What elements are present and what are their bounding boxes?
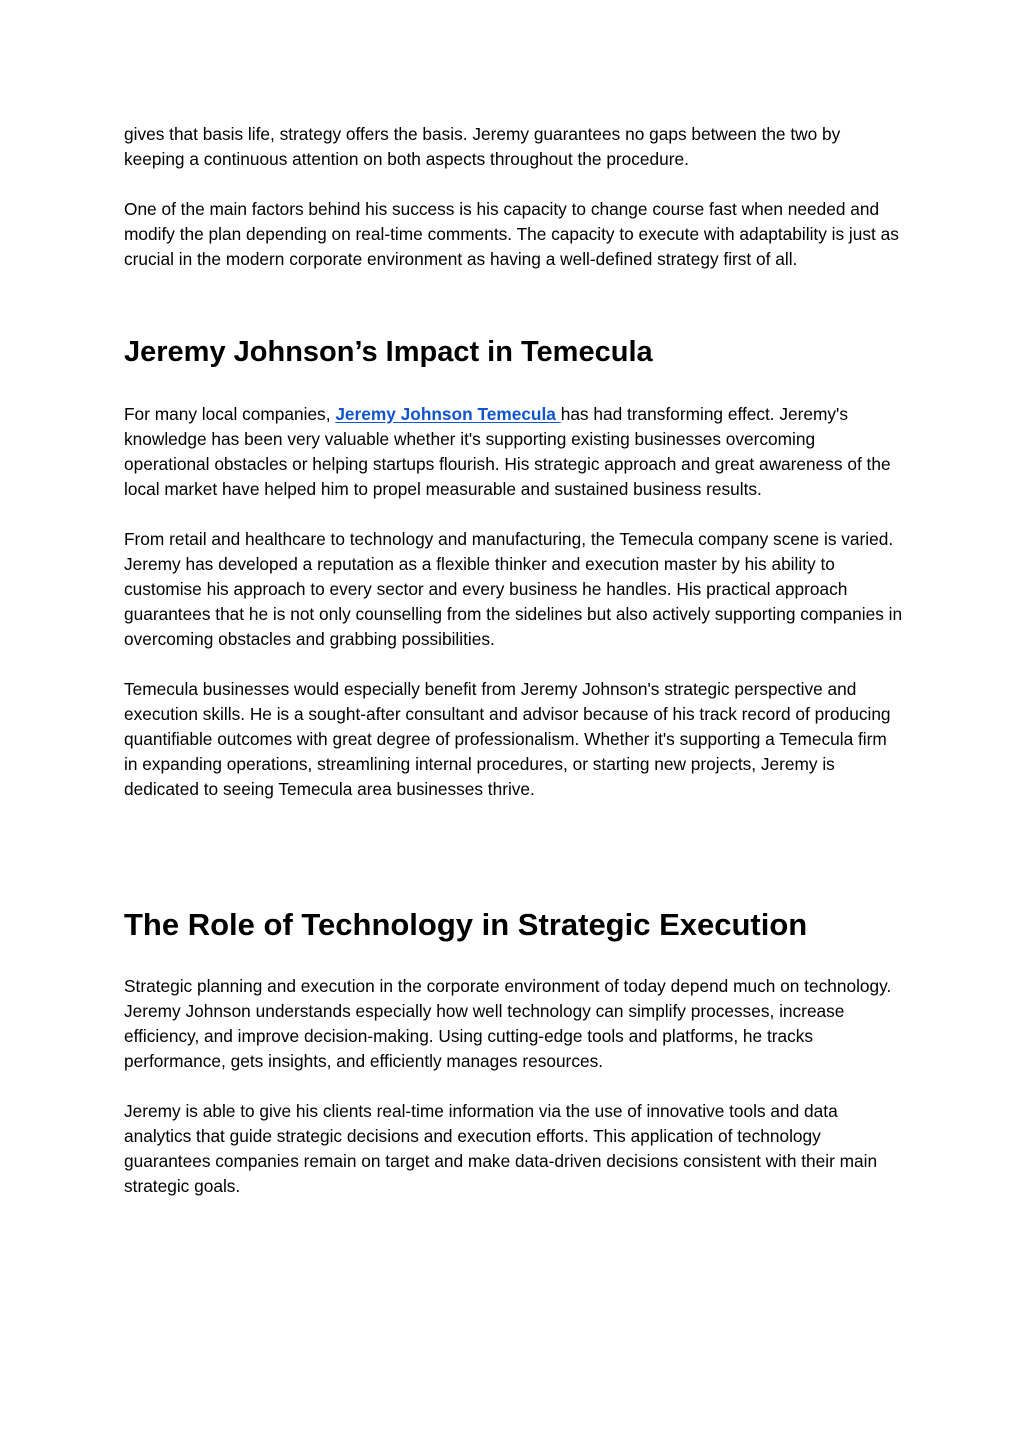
technology-paragraph-2: Jeremy is able to give his clients real-time information via the use of innovative tools and data analytics that guide strategic decisions and execution efforts. This application of technology guarantees companies remain on target and make data-driven decisions consistent with their main strategic goals. — [124, 1101, 878, 1196]
technology-section-heading: The Role of Technology in Strategic Execution — [124, 907, 808, 942]
impact-paragraph-1-rest: has had transforming effect. Jeremy's knowledge has been very valuable whether it's supporting existing businesses overcoming operational obstacles or helping startups flourish. His strategic approach and great awareness of the local market have helped him to propel measurable and sustained business results. — [124, 404, 891, 499]
jeremy-johnson-temecula-link[interactable]: Jeremy Johnson Temecula — [335, 404, 561, 424]
document-body — [124, 122, 904, 1199]
intro-paragraph-1: gives that basis life, strategy offers the basis. Jeremy guarantees no gaps between the two by keeping a continuous attention on both aspects throughout the procedure. — [124, 124, 841, 169]
impact-paragraph-1 — [124, 402, 904, 502]
impact-paragraph-1-lead: For many local companies, — [124, 404, 336, 424]
impact-paragraph-3: Temecula businesses would especially benefit from Jeremy Johnson's strategic perspective and execution skills. He is a sought-after consultant and advisor because of his track record of producing quantifiable outcomes with great degree of professionalism. Whether it's supporting a Temecula firm in expanding operations, streamlining internal procedures, or starting new projects, Jeremy is dedicated to seeing Temecula area businesses thrive. — [124, 679, 891, 799]
impact-section-heading: Jeremy Johnson’s Impact in Temecula — [124, 336, 653, 368]
impact-paragraph-2: From retail and healthcare to technology and manufacturing, the Temecula company scene is varied. Jeremy has developed a reputation as a flexible thinker and execution master by his ability to customise his approach to every sector and every business he handles. His practical approach guarantees that he is not only counselling from the sidelines but also actively supporting companies in overcoming obstacles and grabbing possibilities. — [124, 529, 903, 649]
intro-paragraph-2: One of the main factors behind his success is his capacity to change course fast when needed and modify the plan depending on real-time comments. The capacity to execute with adaptability is just as crucial in the modern corporate environment as having a well-defined strategy first of all. — [124, 199, 899, 269]
technology-paragraph-1: Strategic planning and execution in the corporate environment of today depend much on technology. Jeremy Johnson understands especially how well technology can simplify processes, increase efficiency, and improve decision-making. Using cutting-edge tools and platforms, he tracks performance, gets insights, and efficiently manages resources. — [124, 976, 892, 1071]
